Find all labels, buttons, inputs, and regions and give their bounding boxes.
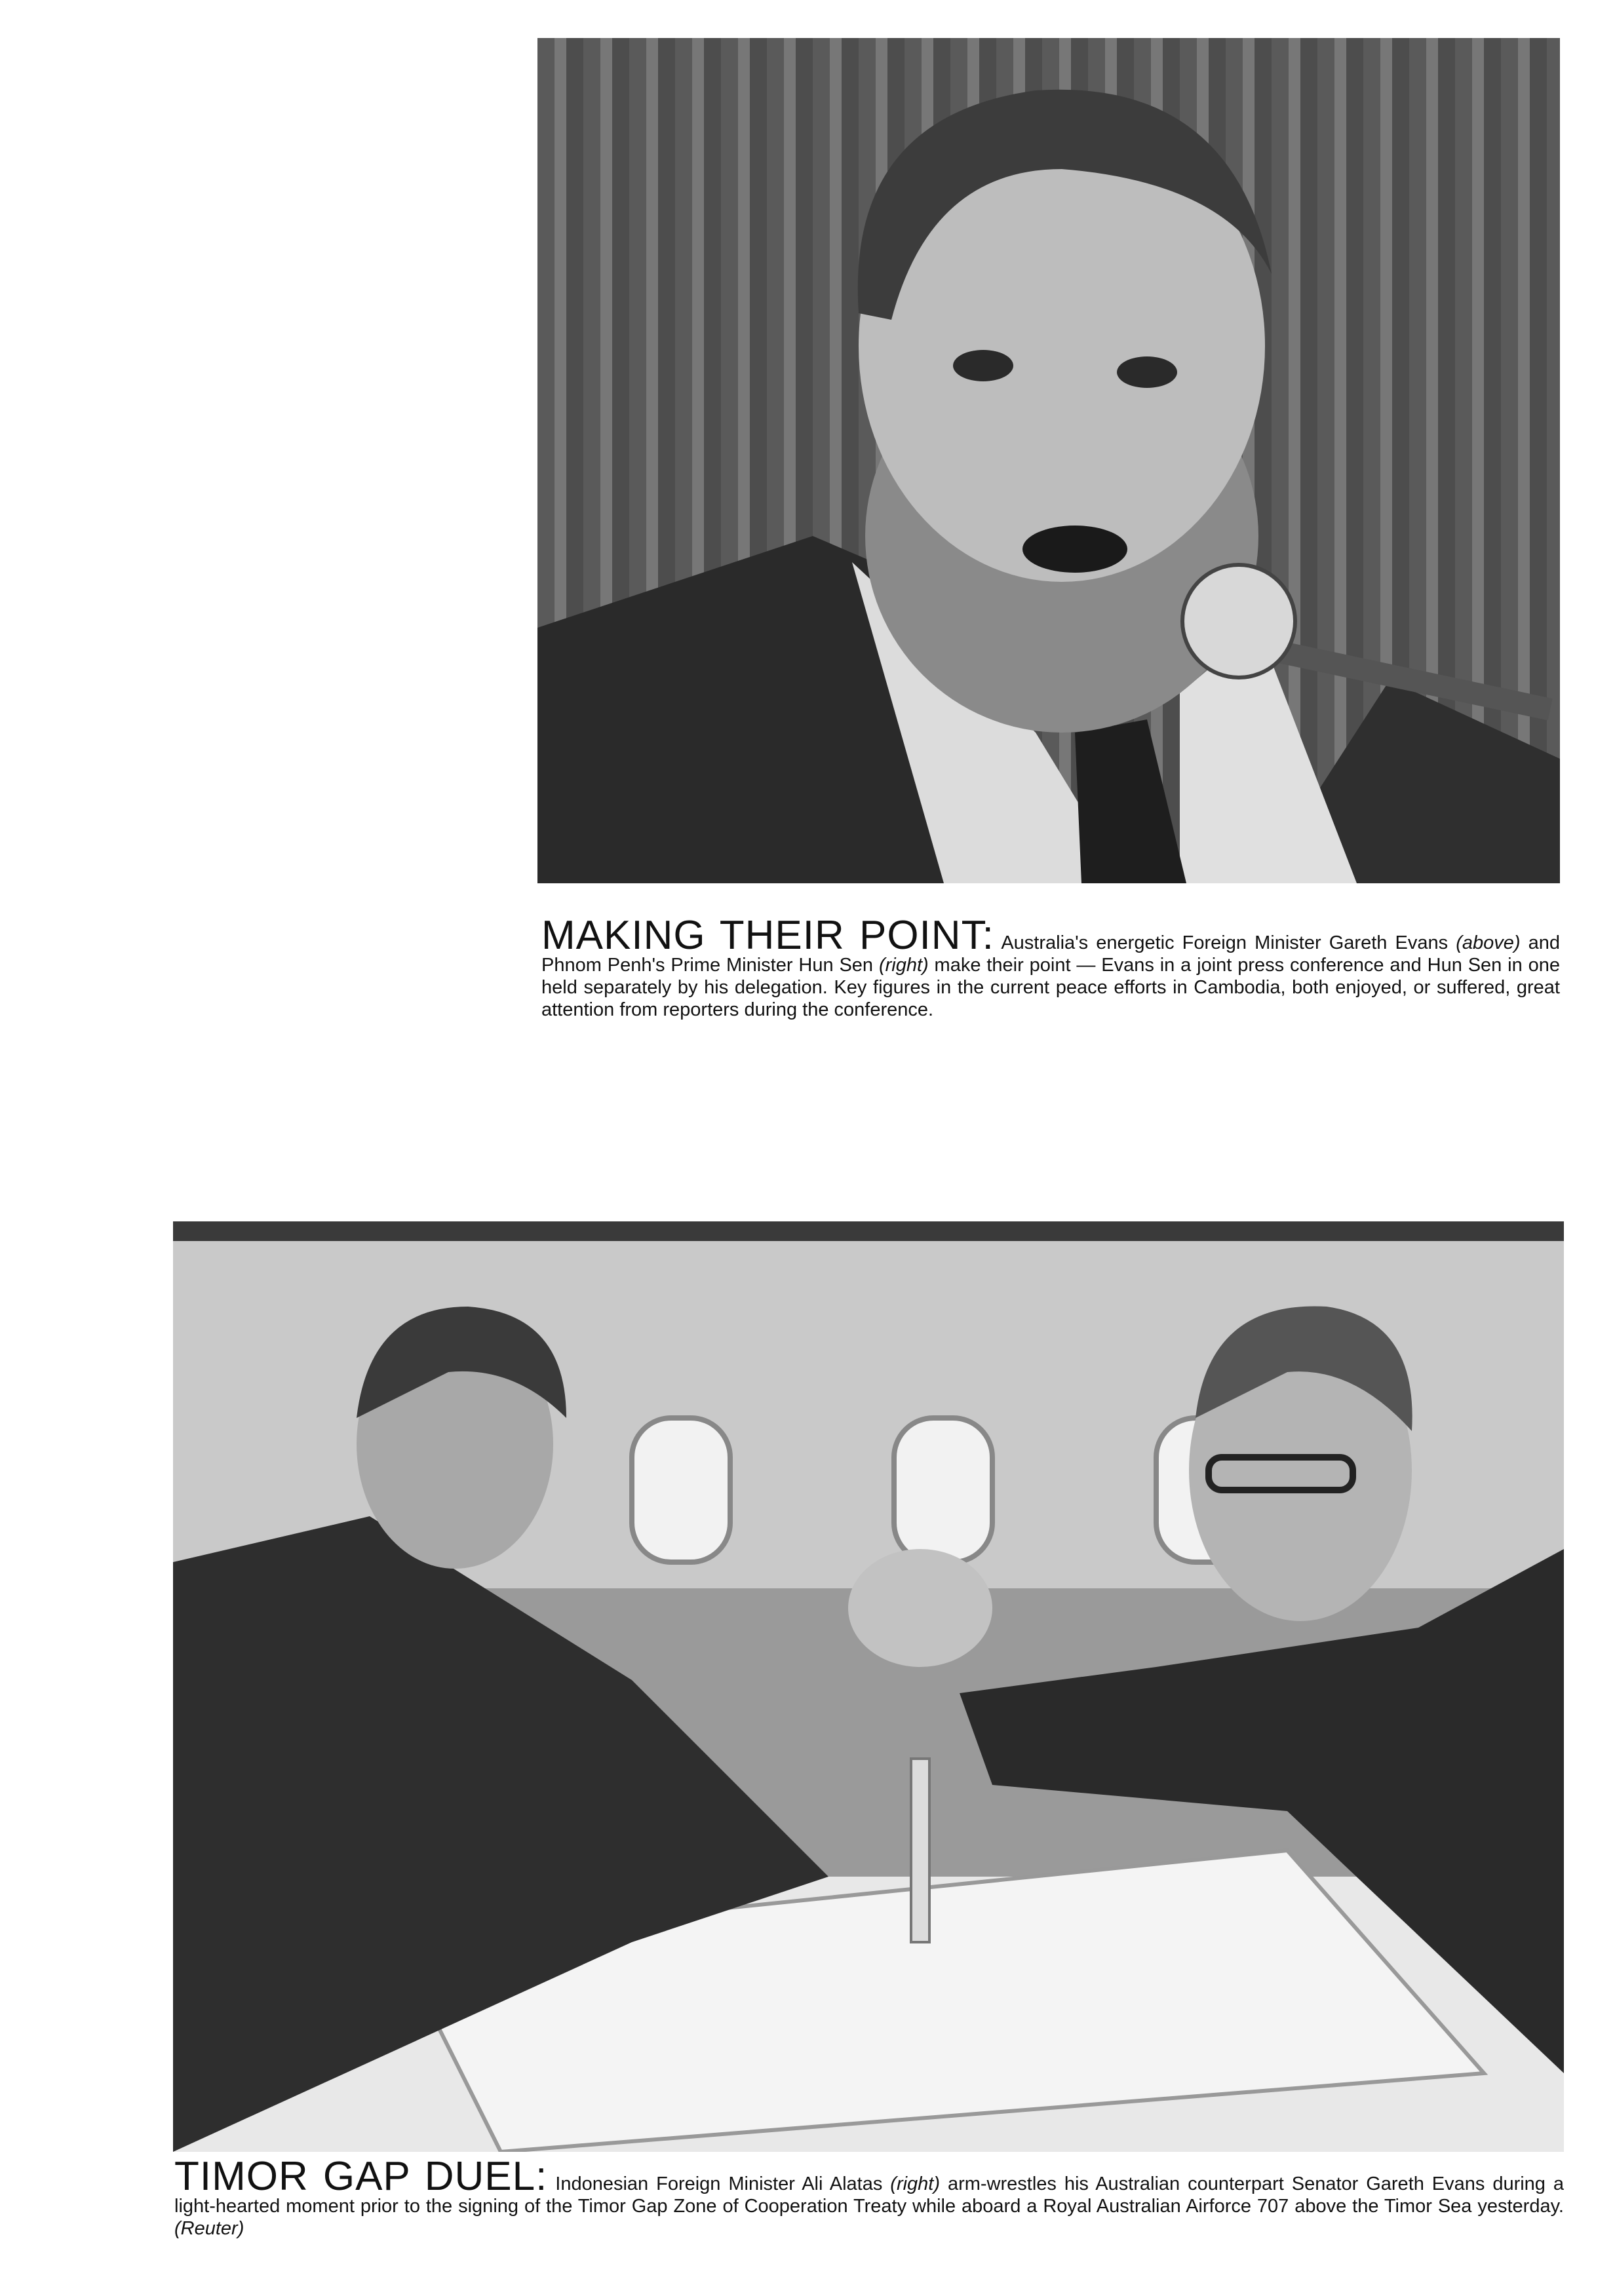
caption-text-3: make their point — Evans in a joint press conference and Hun Sen in one held separately by his delegation. Key figures in the current peace efforts in Cambodia, both enjoyed, or suffered, great attention from reporters during the conference.: [541, 955, 1561, 1020]
photo-arm-wrestle-drawing: [173, 1221, 1564, 2152]
photo-arm-wrestle: [173, 1221, 1564, 2152]
caption-headline: MAKING THEIR POINT:: [541, 913, 994, 958]
caption-making-their-point: [541, 913, 1561, 1021]
caption-italic-right: (right): [878, 955, 929, 976]
caption-text-1: Indonesian Foreign Minister Ali Alatas: [547, 2173, 891, 2194]
caption-text-1: Australia's energetic Foreign Minister Gareth Evans: [994, 932, 1456, 953]
caption-italic-reuter: (Reuter): [174, 2218, 244, 2239]
caption-italic-above: (above): [1456, 932, 1521, 953]
caption-italic-right: (right): [890, 2173, 941, 2194]
photo-gareth-evans-drawing: [537, 38, 1560, 883]
caption-text-2: and Phnom Penh's Prime Minister Hun Sen: [541, 932, 1561, 976]
caption-timor-gap-duel: [174, 2154, 1564, 2240]
photo-gareth-evans: [537, 38, 1560, 883]
caption-headline: TIMOR GAP DUEL:: [174, 2154, 548, 2199]
caption-text-2: arm-wrestles his Australian counterpart Senator Gareth Evans during a light-hearted moment prior to the signing of the Timor Gap Zone of Cooperation Treaty while aboard a Royal Australian Airforce 707 above the Timor Sea yesterday.: [174, 2173, 1564, 2217]
